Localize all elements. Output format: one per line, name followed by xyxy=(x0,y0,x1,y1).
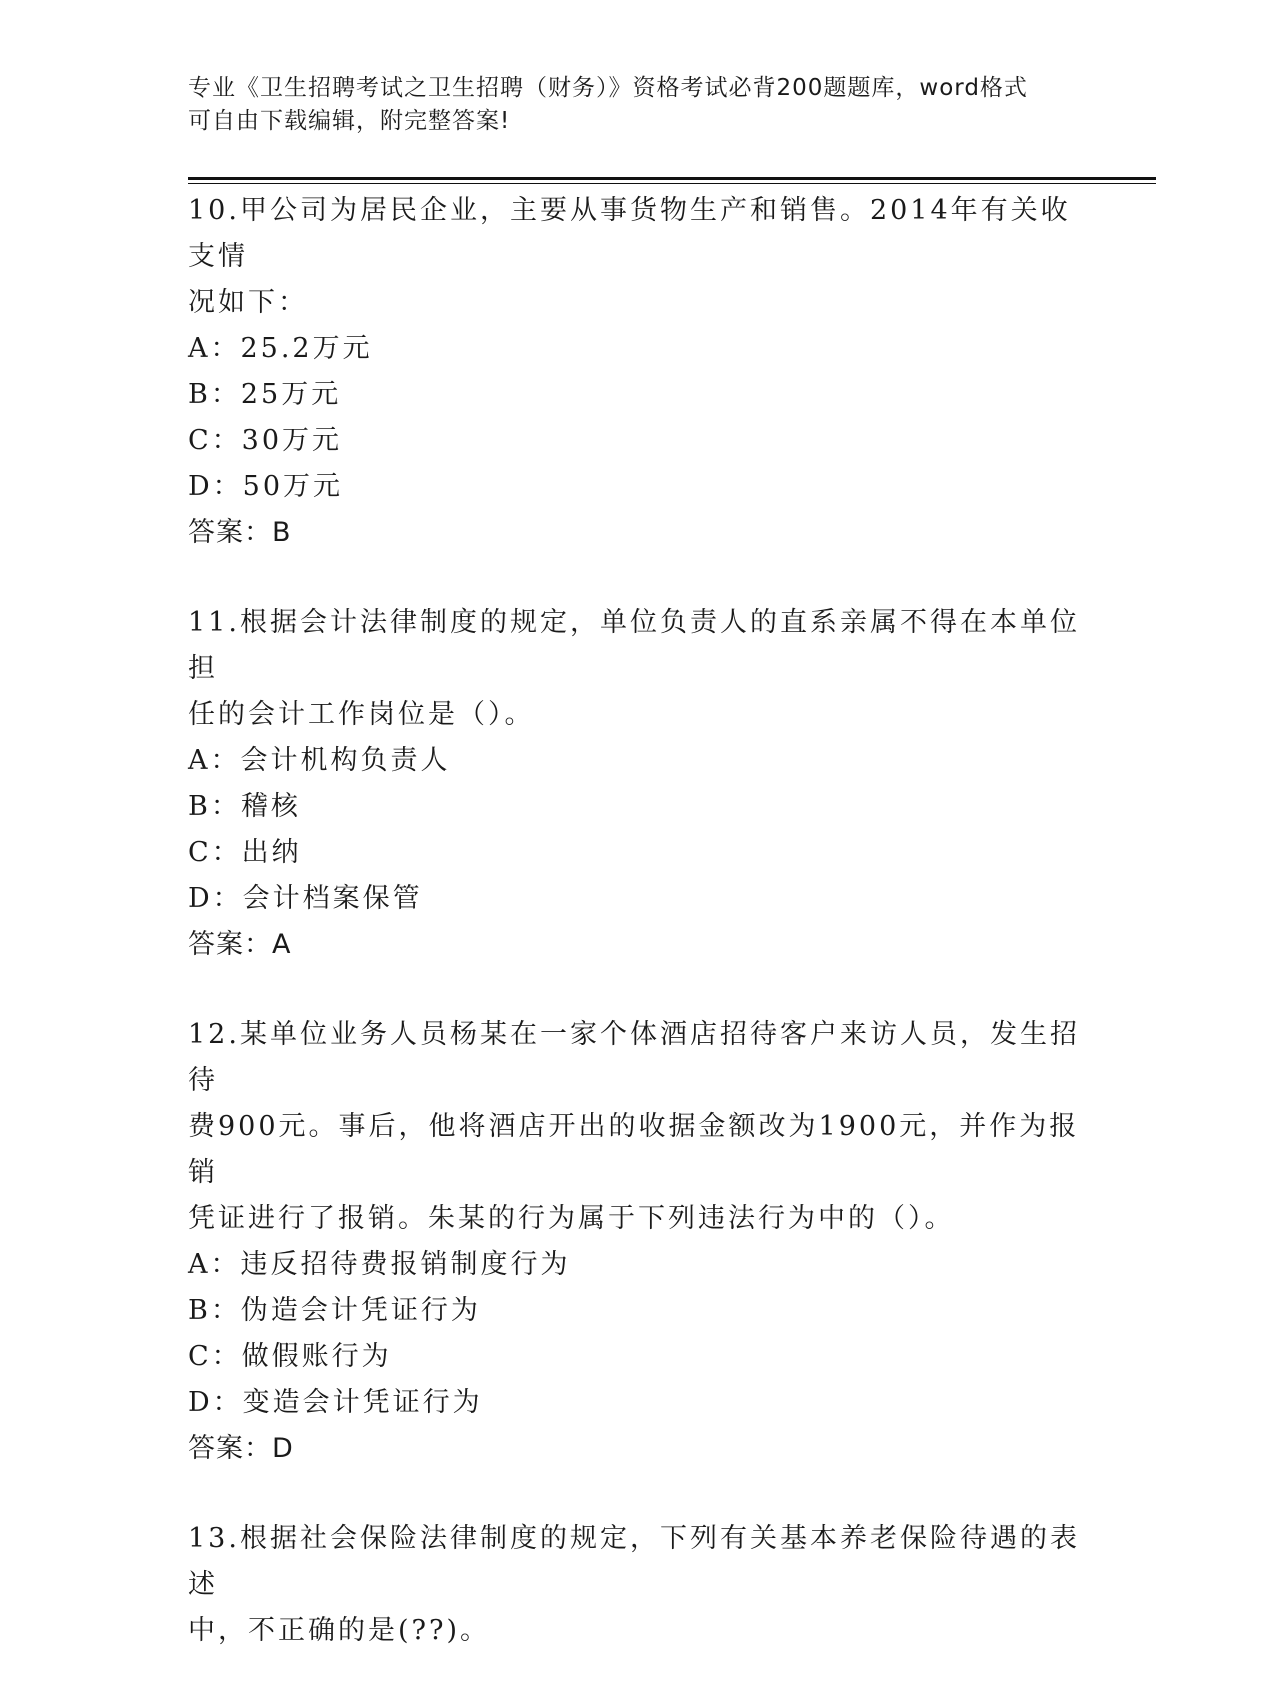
option-b: B：25万元 xyxy=(188,379,342,410)
option-b: B：伪造会计凭证行为 xyxy=(188,1295,481,1326)
question-stem-line: 12.某单位业务人员杨某在一家个体酒店招待客户来访人员，发生招待 xyxy=(188,1019,1080,1096)
option-c: C：出纳 xyxy=(188,837,302,868)
header-divider-thick xyxy=(188,177,1156,180)
header-line-2: 可自由下载编辑，附完整答案! xyxy=(188,108,511,134)
question-stem-line: 10.甲公司为居民企业，主要从事货物生产和销售。2014年有关收支情 xyxy=(188,195,1071,272)
document-header xyxy=(188,72,1088,138)
question-13 xyxy=(188,1516,1088,1654)
header-line-1: 专业《卫生招聘考试之卫生招聘（财务）》资格考试必背200题题库，word格式 xyxy=(188,75,1028,101)
option-a: A：违反招待费报销制度行为 xyxy=(188,1249,571,1280)
answer-line: 答案：B xyxy=(188,517,292,548)
option-c: C：做假账行为 xyxy=(188,1341,392,1372)
option-a: A：会计机构负责人 xyxy=(188,745,451,776)
option-d: D：变造会计凭证行为 xyxy=(188,1387,483,1418)
option-d: D：50万元 xyxy=(188,471,344,502)
question-stem-line: 费900元。事后，他将酒店开出的收据金额改为1900元，并作为报销 xyxy=(188,1111,1080,1188)
option-a: A：25.2万元 xyxy=(188,333,373,364)
question-list xyxy=(188,188,1088,1698)
answer-line: 答案：D xyxy=(188,1433,294,1464)
question-12 xyxy=(188,1012,1088,1472)
question-stem-line: 中，不正确的是(??)。 xyxy=(188,1615,491,1646)
option-b: B：稽核 xyxy=(188,791,301,822)
question-stem-line: 任的会计工作岗位是（）。 xyxy=(188,699,535,730)
option-d: D：会计档案保管 xyxy=(188,883,423,914)
question-stem-line: 凭证进行了报销。朱某的行为属于下列违法行为中的（）。 xyxy=(188,1203,955,1234)
question-10 xyxy=(188,188,1088,556)
question-stem-line: 13.根据社会保险法律制度的规定，下列有关基本养老保险待遇的表述 xyxy=(188,1523,1080,1600)
header-divider-thin xyxy=(188,183,1156,184)
question-stem-line: 11.根据会计法律制度的规定，单位负责人的直系亲属不得在本单位担 xyxy=(188,607,1080,684)
option-c: C：30万元 xyxy=(188,425,343,456)
question-11 xyxy=(188,600,1088,968)
answer-line: 答案：A xyxy=(188,929,292,960)
question-stem-line: 况如下： xyxy=(188,287,308,318)
